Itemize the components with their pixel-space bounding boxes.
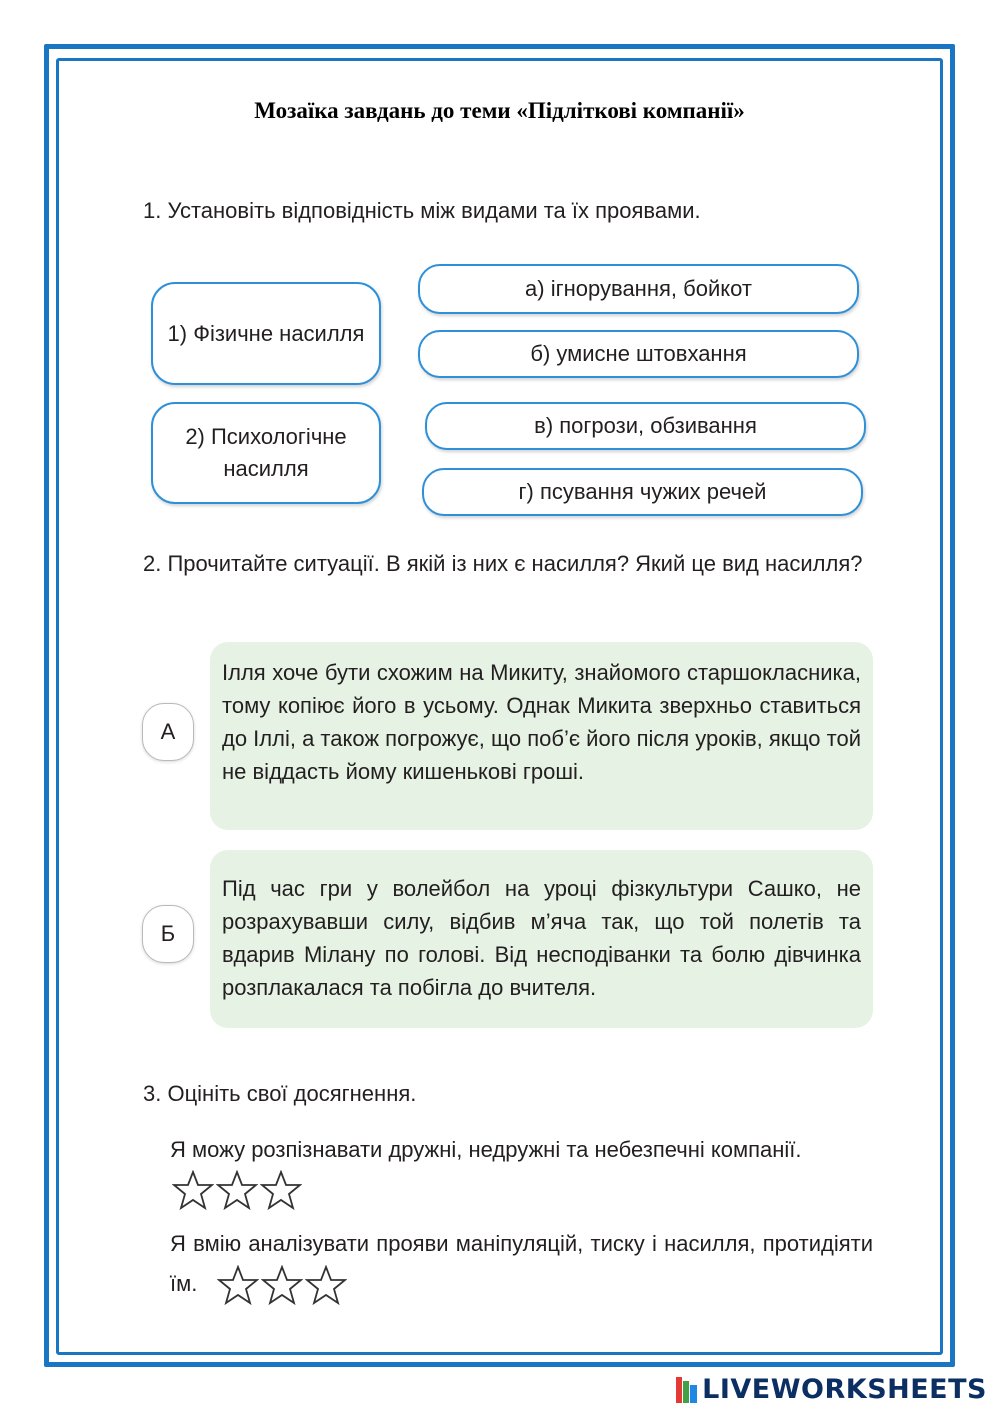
star-icon[interactable]: [305, 1265, 347, 1305]
logo-text: LIVEWORKSHEETS: [702, 1374, 987, 1405]
task3-question: 3. Оцініть свої досягнення.: [143, 1081, 417, 1106]
statement-2-stars: [217, 1265, 347, 1305]
logo-blocks-icon: [676, 1377, 698, 1403]
scenario-a-text: Ілля хоче бути схожим на Микиту, знайомого старшокласника, тому копіює його в усьому. Однак Микита зверхньо ставиться до Іллі, а також погрожує, що поб’є його після уроків, якщо той не віддасть йому кишенькові гроші.: [210, 642, 873, 830]
statement-1-stars: [172, 1170, 302, 1210]
task2-question: 2. Прочитайте ситуації. В якій із них є насилля? Який це вид насилля?: [143, 551, 863, 576]
star-icon[interactable]: [260, 1170, 302, 1210]
match-left-item-2[interactable]: 2) Психологічне насилля: [151, 402, 381, 504]
statement-2: [170, 1224, 873, 1305]
match-left-item-1[interactable]: 1) Фізичне насилля: [151, 282, 381, 385]
scenario-letter-a: А: [142, 703, 194, 761]
task1-question: 1. Установіть відповідність між видами та їх проявами.: [143, 198, 701, 223]
scenario-letter-b: Б: [142, 905, 194, 963]
match-right-item-g[interactable]: г) псування чужих речей: [422, 468, 863, 516]
scenario-b-text: Під час гри у волейбол на уроці фізкультури Сашко, не розрахувавши силу, відбив м’яча так, що той полетів та вдарив Мілану по голові. Від несподіванки та болю дівчинка розплакалася та побігла до вчителя.: [210, 850, 873, 1028]
statement-1: [170, 1130, 873, 1210]
match-right-item-b[interactable]: б) умисне штовхання: [418, 330, 859, 378]
statement-2-text: Я вмію аналізувати прояви маніпуляцій, тиску і насилля, протидіяти їм.: [170, 1231, 873, 1296]
statement-1-text: Я можу розпізнавати дружні, недружні та небезпечні компанії.: [170, 1137, 802, 1162]
match-right-item-a[interactable]: а) ігнорування, бойкот: [418, 264, 859, 314]
star-icon[interactable]: [217, 1265, 259, 1305]
liveworksheets-logo[interactable]: [676, 1374, 987, 1405]
match-right-item-v[interactable]: в) погрози, обзивання: [425, 402, 866, 450]
page-title: Мозаїка завдань до теми «Підліткові компанії»: [254, 98, 745, 123]
star-icon[interactable]: [172, 1170, 214, 1210]
star-icon[interactable]: [216, 1170, 258, 1210]
star-icon[interactable]: [261, 1265, 303, 1305]
